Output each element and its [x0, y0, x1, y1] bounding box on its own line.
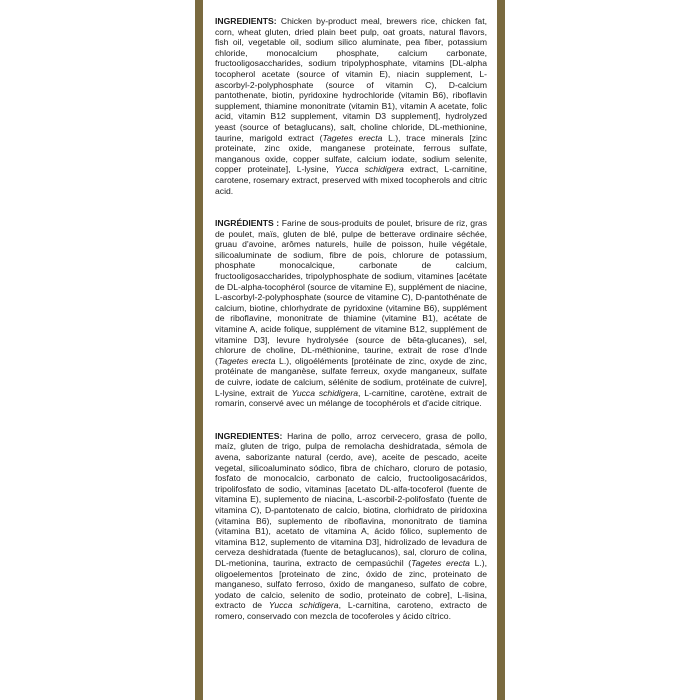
ingredients-text: extract, L-carnitine, carotene, rosemary extract, preserved with mixed tocopherols and citric acid.: [215, 164, 487, 196]
label-border: [195, 0, 505, 700]
ingredients-italic-text: Tagetes erecta: [411, 557, 470, 568]
ingredients-text: L.), trace minerals [zinc proteinate, zinc oxide, manganese proteinate, ferrous sulfate, manganous oxide, copper sulfate, calcium iodate, sodium selenite, copper proteinate], L-lysine,: [215, 132, 487, 175]
ingredients-italic-text: Yucca schidigera: [334, 164, 404, 175]
ingredients-italic-text: Yucca schidigera: [291, 387, 358, 398]
ingredients-text: L.), oligoelementos [proteinato de zinc, óxido de zinc, proteinato de manganeso, sulfato ferroso, óxido de manganeso, sulfato de cobre, yodato de calcio, selenito de sodio, proteinato de cobre], L-lisina, extracto de: [215, 557, 487, 611]
ingredients-french: [215, 218, 487, 409]
ingredients-italic-text: Tagetes erecta: [322, 132, 383, 143]
section-heading: INGRÉDIENTS :: [215, 218, 280, 229]
ingredients-label: [203, 0, 497, 700]
ingredients-text: , L-carnitina, caroteno, extracto de romero, conservado con mezcla de tocoferoles y ácido cítrico.: [215, 600, 487, 621]
ingredients-text: Farine de sous-produits de poulet, brisure de riz, gras de poulet, maïs, gluten de blé, pulpe de betterave ordinaire séchée, gruau d'avoine, arômes naturels, huile de poisson, huile végétale, silicoaluminate de sodium, fibre de pois, chlorure de potassium, phosphate monocalcique, carbonate de calcium, fructooligosaccharides, tripolyphosphate de sodium, vitamines [acétate de DL-alpha-tocophérol (source de vitamine E), supplément de niacine, L-ascorbyl-2-polyphosphate (source de vitamine C), D-pantothénate de calcium, biotine, chlorhydrate de pyridoxine (vitamine B6), supplément de riboflavine, mononitrate de thiamine (vitamine B1), acétate de vitamine A, acide folique, supplément de vitamine B12, supplément de vitamine D3], levure hydrolysée (source de bêta-glucanes), sel, chlorure de choline, DL-méthionine, taurine, extrait de rose d'Inde (: [215, 218, 488, 366]
ingredients-text: , L-carnitine, carotène, extrait de romarin, conservé avec un mélange de tocophérols et d'acide citrique.: [215, 387, 487, 409]
ingredients-text: L.), oligoéléments [protéinate de zinc, oxyde de zinc, protéinate de manganèse, sulfate ferreux, oxyde manganeux, sulfate de cuivre, iodate de calcium, sélénite de sodium, protéinate de cuivre], L-lysine, extrait de: [215, 355, 487, 398]
ingredients-italic-text: Tagetes erecta: [217, 355, 276, 366]
ingredients-italic-text: Yucca schidigera: [268, 600, 339, 611]
section-heading: INGREDIENTES:: [215, 430, 283, 441]
ingredients-spanish: [215, 431, 487, 622]
section-heading: INGREDIENTS:: [215, 16, 277, 26]
ingredients-english: [215, 16, 487, 196]
ingredients-text: Harina de pollo, arroz cervecero, grasa de pollo, maíz, gluten de trigo, pulpa de remolacha deshidratada, sémola de avena, saborizante natural (cerdo, ave), aceite de pescado, aceite vegetal, silicoaluminato sódico, fibra de chícharo, cloruro de potasio, fosfato de monocalcio, carbonato de calcio, fructooligosacáridos, tripolifosfato de sodio, vitaminas [acetato DL-alfa-tocoferol (fuente de vitamina E), suplemento de niacina, L-ascorbil-2-polifosfato (fuente de vitamina C), D-pantotenato de calcio, biotina, clorhidrato de piridoxina (vitamina B6), suplemento de riboflavina, mononitrato de tiamina (vitamina B1), acetato de vitamina A, ácido fólico, suplemento de vitamina B12, suplemento de vitamina D3], hidrolizado de levadura de cerveza deshidratada (fuente de betaglucanos), sal, cloruro de colina, DL-metionina, taurina, extracto de cempasúchil (: [215, 430, 487, 568]
ingredients-text: Chicken by-product meal, brewers rice, chicken fat, corn, wheat gluten, dried plain beet pulp, oat groats, natural flavors, fish oil, vegetable oil, sodium silico aluminate, pea fiber, potassium chloride, monocalcium phosphate, calcium carbonate, fructooligosaccharides, sodium tripolyphosphate, vitamins [DL-alpha tocopherol acetate (source of vitamin E), niacin supplement, L-ascorbyl-2-polyphosphate (source of vitamin C), D-calcium pantothenate, biotin, pyridoxine hydrochloride (vitamin B6), riboflavin supplement, thiamine mononitrate (vitamin B1), vitamin A acetate, folic acid, vitamin B12 supplement, vitamin D3 supplement], hydrolyzed yeast (source of betaglucans), salt, choline chloride, DL-methionine, taurine, marigold extract (: [215, 16, 487, 143]
